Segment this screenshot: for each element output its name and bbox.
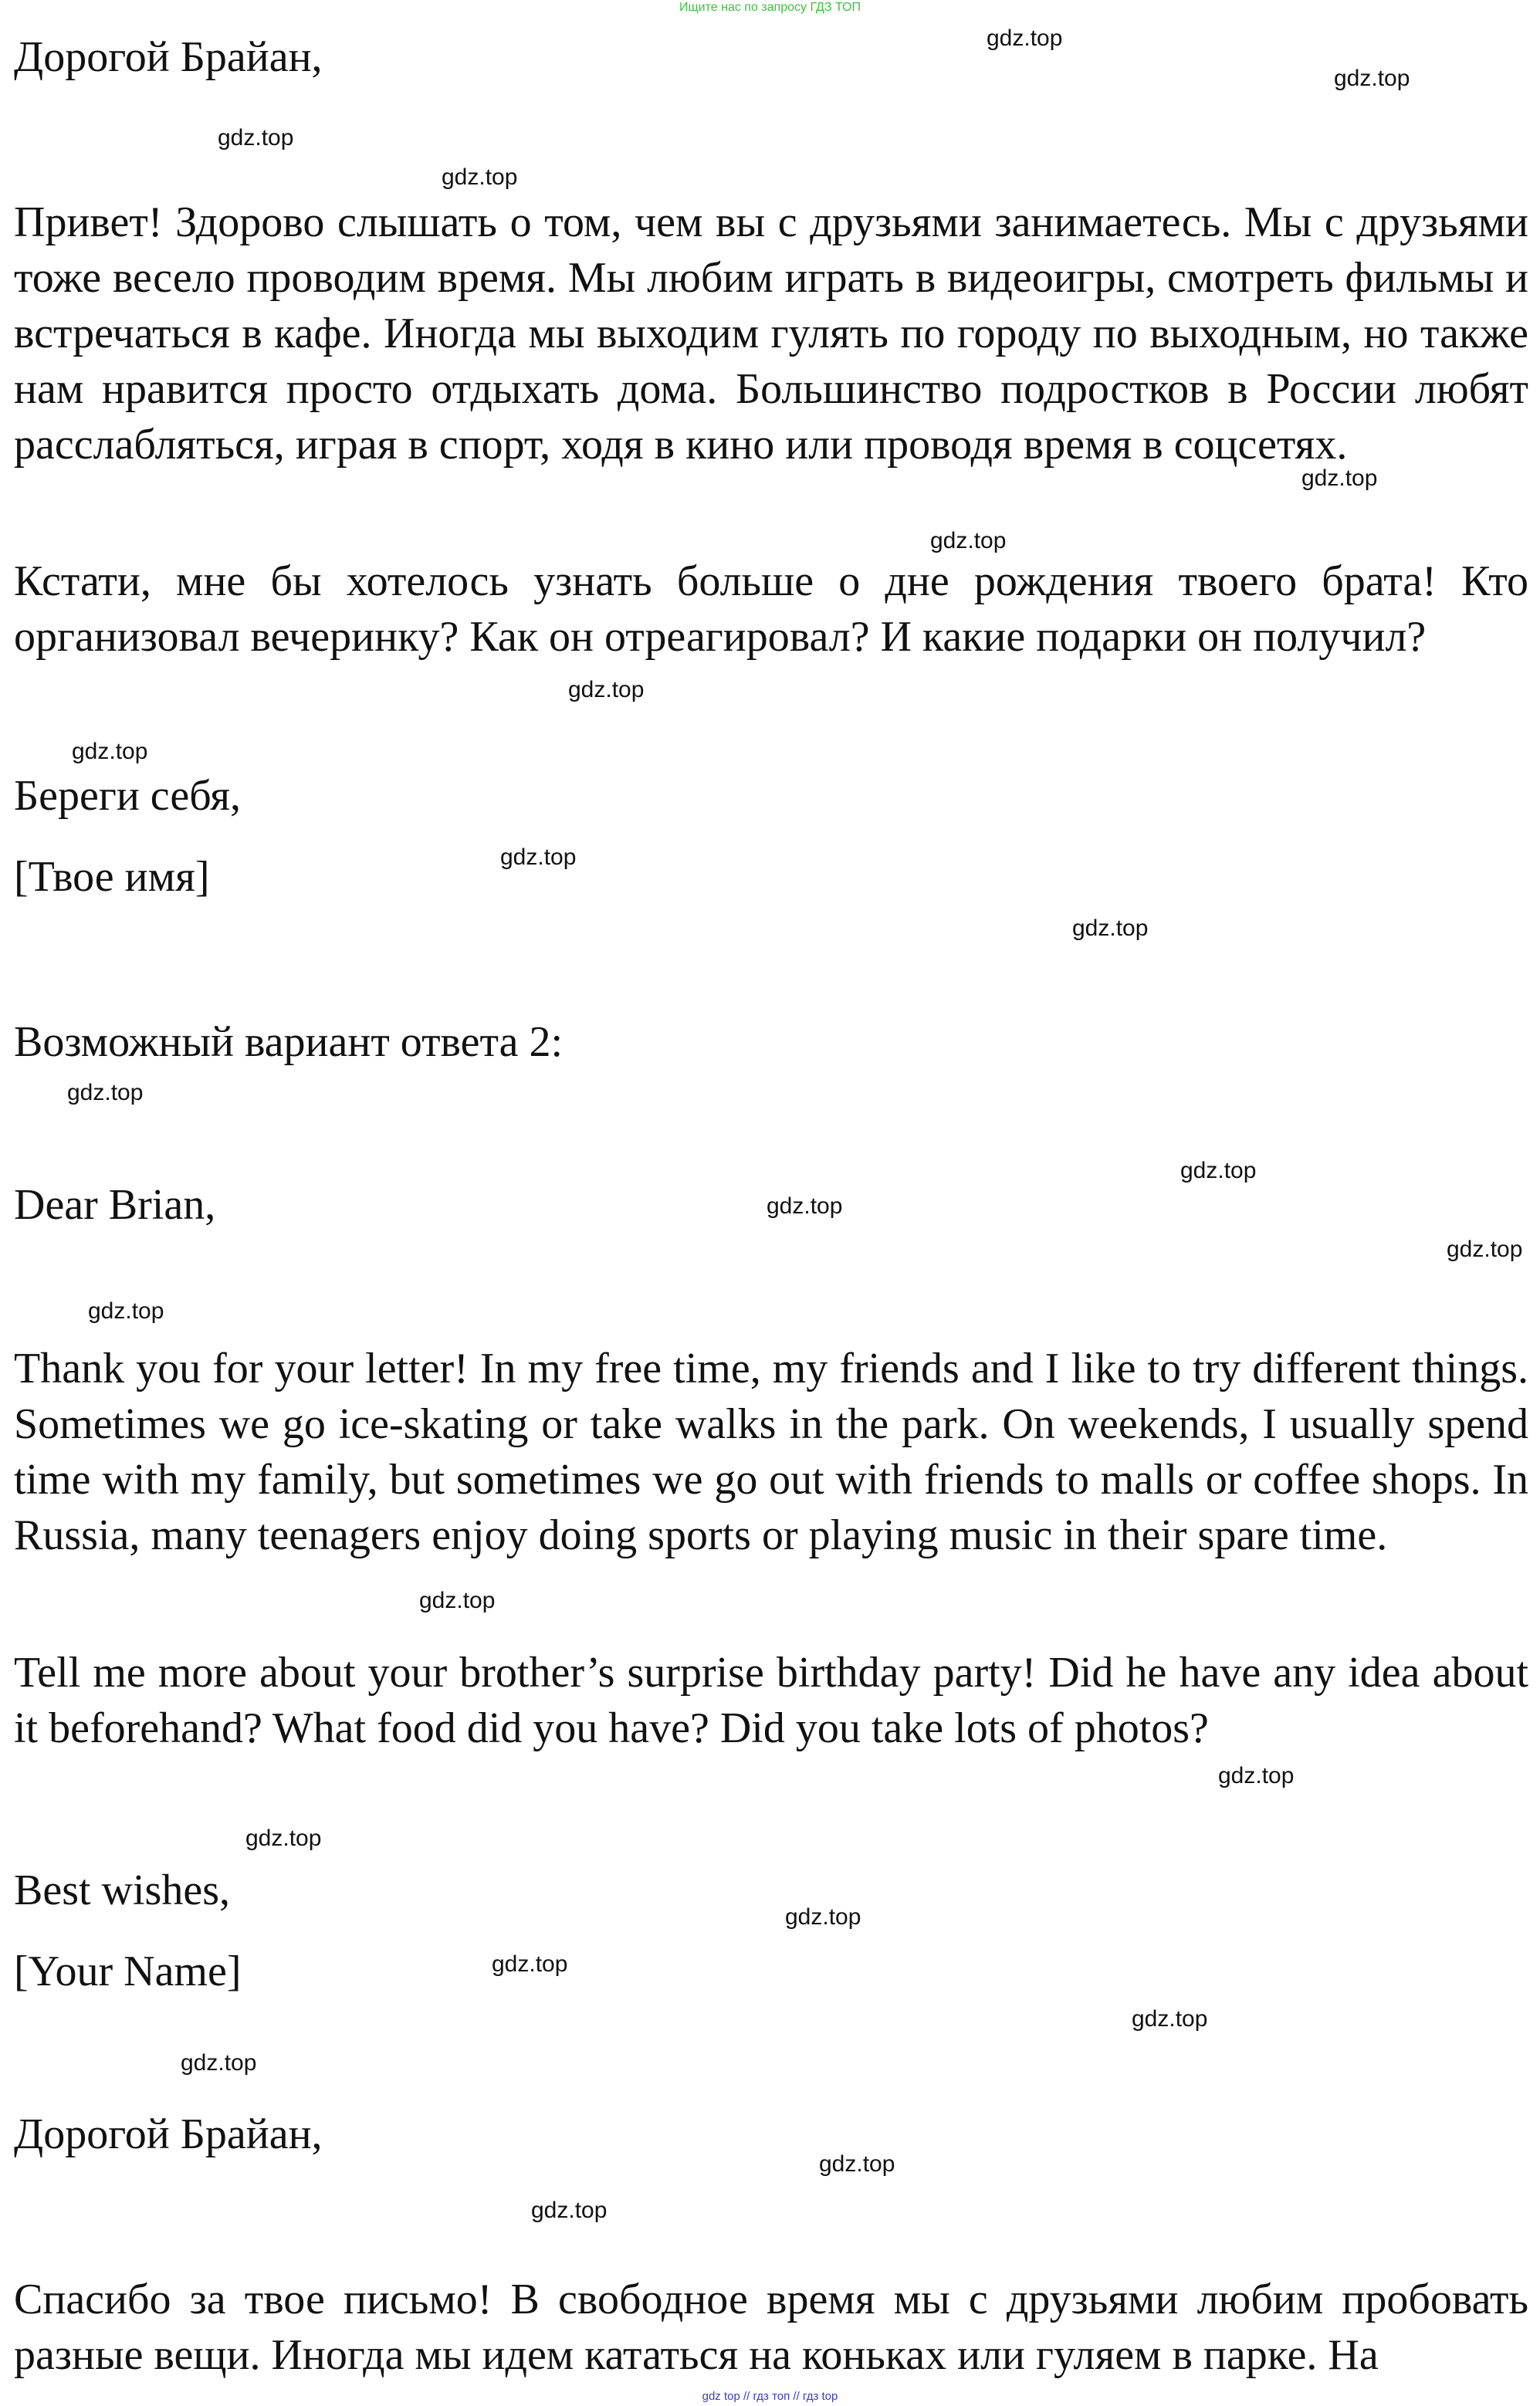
watermark: gdz.top [1334,66,1410,91]
letter1-paragraph-1: Привет! Здорово слышать о том, чем вы с друзьями занимаетесь. Мы с друзьями тоже весело проводим время. Мы любим играть в видеоигры, смотреть фильмы и встречаться в кафе. Иногда мы выходим гулять по городу по выходным, но также нам нравится просто отдыхать дома. Большинство подростков в России любят расслабляться, играя в спорт, ходя в кино или проводя время в соцсетях. [14,198,1528,469]
watermark: gdz.top [1132,2006,1208,2032]
watermark: gdz.top [987,25,1063,51]
variant-heading: Возможный вариант ответа 2: [14,1018,564,1066]
letter3-greeting: Дорогой Брайан, [14,2110,323,2158]
watermark: gdz.top [492,1951,568,1977]
watermark: gdz.top [1218,1763,1295,1788]
watermark: gdz.top [419,1588,496,1613]
letter2-paragraph-1: Thank you for your letter! In my free time, my friends and I like to try different things. Sometimes we go ice-skating or take walks in the park. On weekends, I usually spend time with my family, but sometimes we go out with friends to malls or coffee shops. In Russia, many teenagers enjoy doing sports or playing music in their spare time. [14,1345,1528,1559]
watermark: gdz.top [500,844,577,870]
watermark: gdz.top [1180,1158,1257,1183]
letter2-greeting: Dear Brian, [14,1181,216,1229]
letter2-closing: Best wishes, [14,1866,230,1914]
watermark: gdz.top [1447,1237,1523,1262]
watermark: gdz.top [531,2198,608,2223]
letter1-signature: [Твое имя] [14,853,210,901]
watermark: gdz.top [88,1298,164,1324]
watermark: gdz.top [72,739,148,764]
letter1-greeting: Дорогой Брайан, [14,33,323,81]
watermark: gdz.top [181,2050,257,2076]
letter3-paragraph-1: Спасибо за твое письмо! В свободное время мы с друзьями любим пробовать разные вещи. Иногда мы идем кататься на коньках или гуляем в парке. На [14,2276,1528,2379]
watermark: gdz.top [442,164,518,190]
watermark: gdz.top [1072,915,1149,941]
letter2-paragraph-2: Tell me more about your brother’s surprise birthday party! Did he have any idea about it beforehand? What food did you have? Did you take lots of photos? [14,1649,1528,1752]
letter2-signature: [Your Name] [14,1947,242,1995]
watermark: gdz.top [819,2151,895,2177]
watermark: gdz.top [767,1193,843,1219]
bottom-banner: gdz top // гдз топ // гдз top [702,2390,838,2403]
top-banner: Ищите нас по запросу ГДЗ ТОП [679,1,861,14]
watermark: gdz.top [218,125,294,151]
watermark: gdz.top [1301,465,1378,491]
letter1-closing: Береги себя, [14,772,242,820]
watermark: gdz.top [930,528,1007,553]
watermark: gdz.top [785,1904,861,1930]
watermark: gdz.top [568,677,645,702]
watermark: gdz.top [67,1080,144,1105]
watermark: gdz.top [245,1826,322,1851]
letter1-paragraph-2: Кстати, мне бы хотелось узнать больше о дне рождения твоего брата! Кто организовал вечеринку? Как он отреагировал? И какие подарки он получил? [14,557,1528,661]
